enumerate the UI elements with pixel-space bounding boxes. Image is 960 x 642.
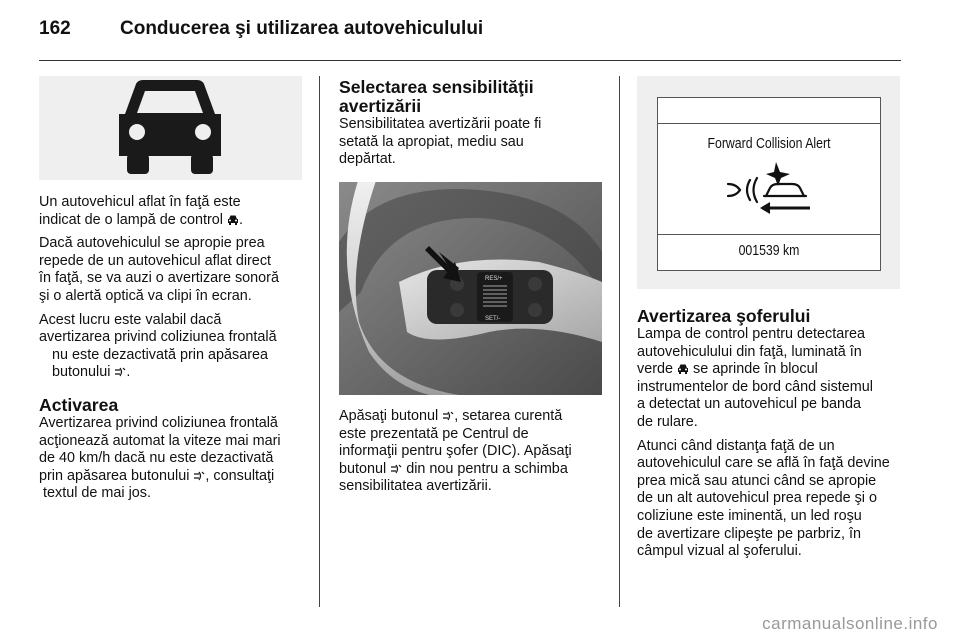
col2-p2-line5: sensibilitatea avertizării. [339, 478, 492, 495]
col3-p2-line1: Atunci când distanţa faţă de un [637, 437, 835, 454]
col2-p2-line1a: Apăsaţi butonul [339, 408, 439, 424]
col3-p2-line2: autovehiculul care se află în faţă devine [637, 455, 890, 472]
col2-p1-line2: setată la apropiat, mediu sau [339, 133, 524, 150]
col1-p3-line3: nu este dezactivată prin apăsarea [52, 346, 269, 363]
col2-p2-line2: este prezentată pe Centrul de [339, 425, 529, 442]
col1-p3-line1: Acest lucru este valabil dacă [39, 311, 222, 328]
col1-p3-line4a: butonului [52, 364, 111, 381]
col1-p4-line4b: , consultaţi [205, 467, 275, 484]
heading-driver-alert: Avertizarea şoferului [637, 306, 811, 326]
dic-bottom-line [658, 234, 880, 235]
collision-alert-button-icon [442, 411, 454, 421]
car-control-lamp-icon [677, 364, 689, 374]
col1-p2-line2: repede de un autovehicul aflat direct [39, 252, 272, 269]
col2-p1-line3: depărtat. [339, 151, 396, 168]
collision-alert-button-icon [114, 367, 126, 377]
col3-p2-line6: de avertizare clipeşte pe parbriz, în [637, 525, 861, 542]
dic-title: Forward Collision Alert [707, 135, 831, 152]
car-control-lamp-icon [227, 215, 239, 225]
col1-p1-line2: indicat de o lampă de control [39, 211, 223, 228]
col3-p1-line1: Lampa de control pentru detectarea [637, 326, 866, 342]
col3-p2-line7: câmpul vizual al şoferului. [637, 543, 802, 560]
col1-p4-line2: acţionează automat la viteze mai mari [39, 432, 281, 449]
col3-p1-line4: instrumentelor de bord când sistemul [637, 378, 873, 395]
col2-p1-line1: Sensibilitatea avertizării poate fi [339, 116, 542, 132]
header-rule [39, 60, 901, 61]
set-minus-label: SET/- [485, 316, 501, 322]
steering-wheel-photo [339, 182, 602, 395]
col1-p3-line2: avertizarea privind coliziunea frontală [39, 329, 277, 346]
heading-sensitivity-1: Selectarea sensibilităţii [339, 77, 534, 97]
dic-top-line [658, 123, 880, 124]
vehicle-ahead-icon [39, 76, 302, 180]
column-divider-2 [619, 76, 620, 607]
col1-p4-line4a: prin apăsarea butonului [39, 467, 190, 484]
col1-p2-line1: Dacă autovehiculul se apropie prea [39, 235, 265, 252]
col3-p1-line5: a detectat un autovehicul pe banda [637, 396, 862, 413]
col3-p1-line3a: verde [637, 361, 673, 378]
col3-p2-line5: coliziune este iminentă, un led roşu [637, 507, 862, 524]
col2-p2-line1b: , setarea curentă [454, 408, 563, 424]
col1-p4-line3: de 40 km/h dacă nu este dezactivată [39, 450, 274, 467]
res-plus-label: RES/+ [485, 276, 503, 282]
col1-p1-end: . [239, 211, 243, 228]
col1-p4-line1: Avertizarea privind coliziunea frontală [39, 414, 278, 431]
collision-alert-button-icon [390, 464, 402, 474]
col1-p4-line5: textul de mai jos. [43, 485, 151, 502]
col1-p1-line1: Un autovehicul aflat în faţă este [39, 194, 241, 210]
page-number: 162 [39, 18, 71, 39]
heading-activarea: Activarea [39, 394, 119, 415]
page-title: Conducerea şi utilizarea autovehiculului [120, 18, 484, 39]
col3-p1-line2: autovehiculului din faţă, luminată în [637, 343, 862, 360]
col1-p3-line4b: . [126, 364, 131, 381]
col3-p1-line6: de rulare. [637, 413, 698, 430]
column-divider-1 [319, 76, 320, 607]
col3-p1-line3b: se aprinde în blocul [693, 361, 818, 378]
col2-p2-line3: informaţii pentru şofer (DIC). Apăsaţi [339, 443, 572, 460]
steering-wheel-figure [339, 182, 602, 395]
forward-collision-alert-icon [724, 160, 816, 218]
dic-screen [657, 97, 881, 271]
collision-alert-button-icon [193, 471, 205, 481]
col2-p2-line4b: din nou pentru a schimba [406, 460, 568, 477]
dic-display-figure [637, 76, 900, 289]
col2-p2-line4a: butonul [339, 460, 387, 477]
watermark: carmanualsonline.info [762, 614, 938, 633]
dic-odometer: 001539 km [738, 242, 800, 259]
vehicle-icon-figure [39, 76, 302, 180]
col3-p2-line3: prea mică sau atunci când se apropie [637, 472, 877, 489]
col1-p2-line3: în faţă, se va auzi o avertizare sonoră [39, 270, 279, 287]
heading-sensitivity-2: avertizării [339, 96, 422, 116]
col3-p2-line4: de un alt autovehicul prea repede şi o [637, 490, 878, 507]
col1-p2-line4: şi o alertă optică va clipi în ecran. [39, 287, 252, 304]
